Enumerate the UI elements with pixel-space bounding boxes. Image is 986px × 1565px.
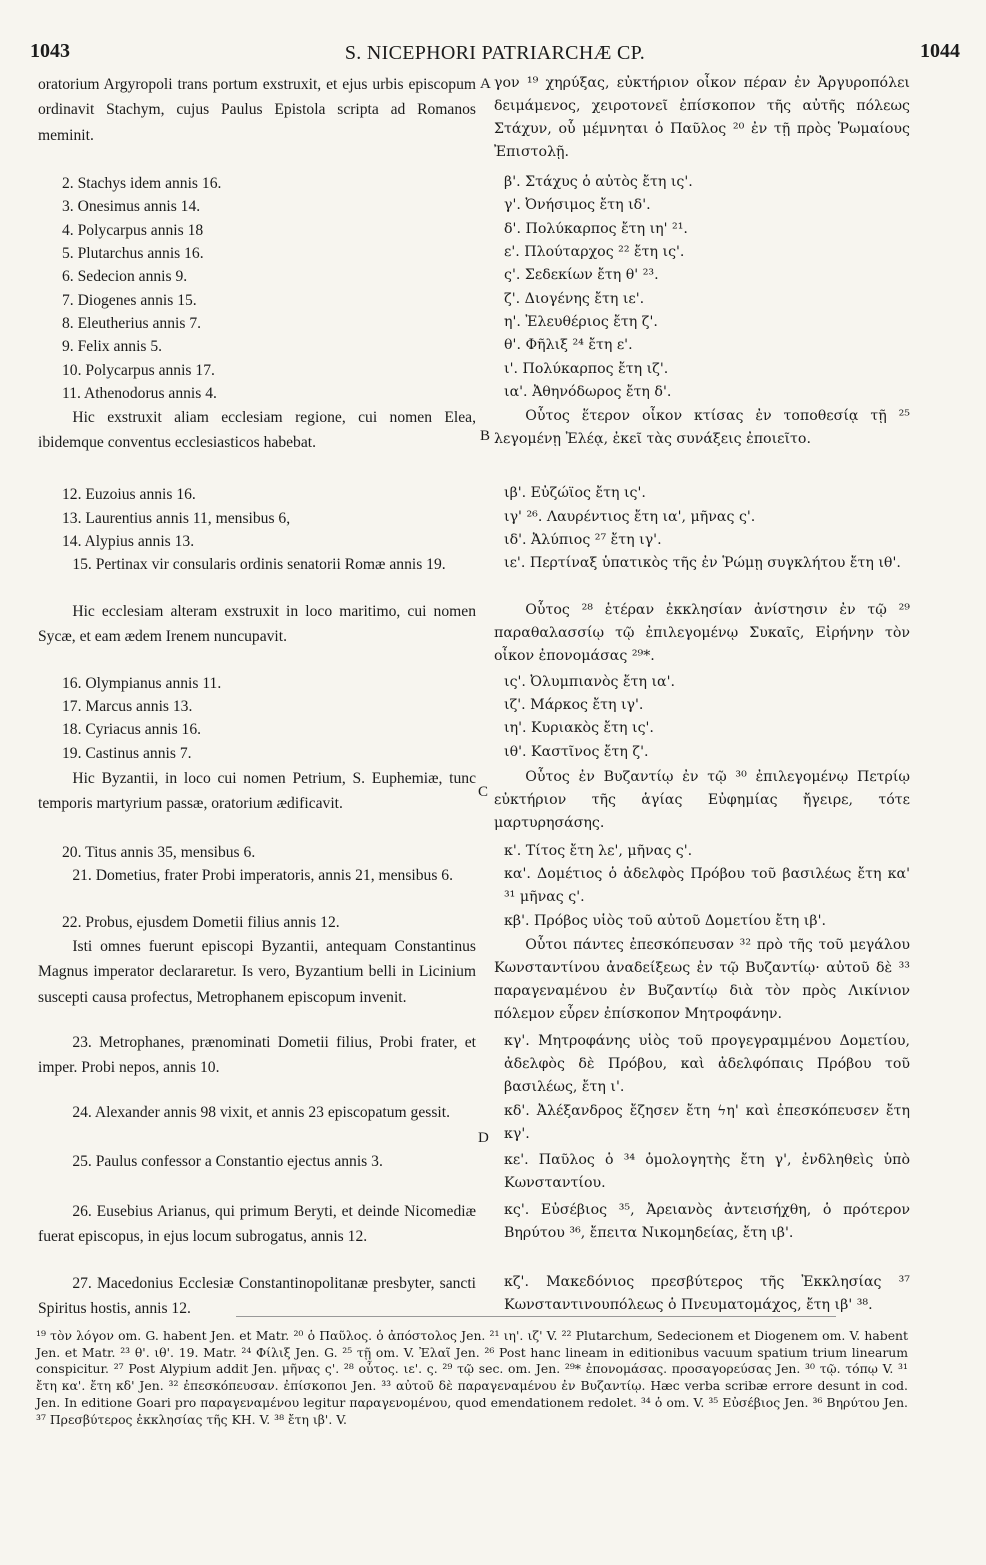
greek-line: ζ'. Διογένης ἔτη ιε'. [504,291,645,307]
latin-paragraph: Hic Byzantii, in loco cui nomen Petrium, S. Euphemiæ, tunc temporis martyrium passæ, oratorium ædificavit. [38,770,476,813]
greek-line: ιγ' ²⁶. Λαυρέντιος ἔτη ια', μῆνας ς'. [504,509,756,525]
page-number-right: 1044 [920,40,960,62]
latin-paragraph: Hic ecclesiam alteram exstruxit in loco maritimo, cui nomen Sycæ, et eam ædem Irenem nuncupavit. [38,603,476,646]
latin-line: 22. Probus, ejusdem Dometii filius annis 12. [62,914,340,931]
margin-marker-c: C [478,784,489,800]
latin-line: 3. Onesimus annis 14. [62,198,201,215]
greek-paragraph: κα'. Δομέτιος ὁ ἀδελφὸς Πρόβου τοῦ βασιλέως ἔτη κα' ³¹ μῆνας ς'. [504,866,910,905]
latin-paragraph: 24. Alexander annis 98 vixit, et annis 23 episcopatum gessit. [72,1104,450,1121]
latin-line: 2. Stachys idem annis 16. [62,175,222,192]
greek-paragraph: Οὗτοι πάντες ἐπεσκόπευσαν ³² πρὸ τῆς τοῦ μεγάλου Κωνσταντίνου ἀναδείξεως ἐν τῷ Βυζαντίῳ· αὐτοῦ δὲ ³³ παραγεναμένου ἐν Βυζαντίῳ διὰ τὸν πρὸς Λικίνιον πόλεμον εὗρεν ἐπίσκοπον Μητροφάνην. [494,937,910,1022]
latin-paragraph: 15. Pertinax vir consularis ordinis senatorii Romæ annis 19. [72,556,446,573]
page-header [30,40,960,70]
greek-paragraph: κζ'. Μακεδόνιος πρεσβύτερος τῆς Ἐκκλησίας ³⁷ Κωνσταντινουπόλεως ὁ Πνευματομάχος, ἔτη ιβ' ³⁸. [504,1274,910,1313]
latin-paragraph: Hic exstruxit aliam ecclesiam regione, cui nomen Elea, ibidemque conventus ecclesiasticos habebat. [38,409,476,452]
latin-paragraph: oratorium Argyropoli trans portum exstruxit, et ejus urbis episcopum ordinavit Stachym, cujus Paulus Epistola scripta ad Romanos meminit. [38,76,476,144]
greek-paragraph: κς'. Εὐσέβιος ³⁵, Ἀρειανὸς ἀντεισήχθη, ὁ πρότερον Βηρύτου ³⁶, ἔπειτα Νικομηδείας, ἔτη ιβ'. [504,1202,910,1241]
page-number-left: 1043 [30,40,70,62]
greek-line: β'. Στάχυς ὁ αὐτὸς ἔτη ις'. [504,174,693,190]
greek-paragraph: κγ'. Μητροφάνης υἱὸς τοῦ προγεγραμμένου Δομετίου, ἀδελφὸς δὲ Πρόβου, καὶ ἀδελφόπαις Πρόβου τοῦ βασιλέως, ἔτη ι'. [504,1033,910,1095]
margin-marker-d: D [478,1130,489,1146]
greek-paragraph: ιε'. Περτίναξ ὑπατικὸς τῆς ἐν Ῥώμῃ συγκλήτου ἔτη ιθ'. [504,555,901,571]
latin-line: 16. Olympianus annis 11. [62,675,222,692]
greek-paragraph: γον ¹⁹ χηρύξας, εὐκτήριον οἶκον πέραν ἐν Ἀργυροπόλει δειμάμενος, χειροτονεῖ ἐπίσκοπον τῆς αὐτῆς πόλεως Στάχυν, οὗ μέμνηται ὁ Παῦλος ²⁰ ἐν τῇ πρὸς Ῥωμαίους Ἐπιστολῇ. [494,75,910,160]
greek-line: ι'. Πολύκαρπος ἔτη ιζ'. [504,361,669,377]
latin-line: 7. Diogenes annis 15. [62,292,197,309]
running-title: S. NICEPHORI PATRIARCHÆ CP. [344,42,646,64]
latin-paragraph: Isti omnes fuerunt episcopi Byzantii, antequam Constantinus Magnus imperator declararetur. Is vero, Byzantium belli in Licinium suscepti causa profectus, Metrophanem episcopum invenit. [38,938,476,1006]
latin-line: 17. Marcus annis 13. [62,698,193,715]
greek-line: κ'. Τίτος ἔτη λε', μῆνας ς'. [504,843,693,859]
greek-paragraph: Οὗτος ἐν Βυζαντίῳ ἐν τῷ ³⁰ ἐπιλεγομένῳ Πετρίῳ εὐκτήριον τῆς ἁγίας Εὐφημίας ἤγειρε, τότε μαρτυρησάσης. [494,769,910,831]
greek-line: ια'. Ἀθηνόδωρος ἔτη δ'. [504,384,672,400]
latin-paragraph: 25. Paulus confessor a Constantio ejectus annis 3. [72,1153,383,1170]
greek-paragraph: κδ'. Ἀλέξανδρος ἔζησεν ἔτη ϟη' καὶ ἐπεσκόπευσεν ἔτη κγ'. [504,1103,910,1142]
greek-line: ιβ'. Εὐζώϊος ἔτη ις'. [504,485,646,501]
footnotes: ¹⁹ τὸν λόγον om. G. habent Jen. et Matr. ²⁰ ὁ Παῦλος. ὁ ἀπόστολος Jen. ²¹ ιη'. ιζ' V. ²² Plutarchum, Sedecionem et Diogenem om. V. habent Jen. et Matr. ²³ θ'. ιθ'. 19. Matr. ²⁴ Φίλιξ Jen. G. ²⁵ τῇ om. V. Ἐλαῖ Jen. ²⁶ Post hanc lineam in editionibus vacuum spatium trium linearum conspicitur. ²⁷ Post Alypium addit Jen. μῆνας ς'. ²⁸ οὗτος. ιε'. ς. ²⁹ τῷ sec. om. Jen. ²⁹* ἐπονομάσας. προσαγορεύσας Jen. ³⁰ τῷ. τόπῳ V. ³¹ ἔτη κα'. ἔτη κδ' Jen. ³² ἐπεσκόπευσαν. ἐπίσκοποι Jen. ³³ αὐτοῦ δὲ παραγεναμένου ἐν Βυζαντίῳ. Hæc verba scribæ errore desunt in cod. Jen. In editione Goari pro παραγεναμένου legitur παραγενομένου, quod emendationem redolet. ³⁴ ὁ om. V. ³⁵ Εὐσέβιος Jen. ³⁶ Βηρύτου Jen. ³⁷ Πρεσβύτερος ἐκκλησίας τῆς ΚΗ. V. ³⁸ ἔτη ιβ'. V. [36,1328,908,1427]
margin-marker-b: B [480,428,491,444]
greek-paragraph: Οὗτος ἕτερον οἶκον κτίσας ἐν τοποθεσίᾳ τῇ ²⁵ λεγομένῃ Ἐλέᾳ, ἐκεῖ τὰς συνάξεις ἐποιεῖτο. [494,408,910,447]
latin-paragraph: 23. Metrophanes, prænominati Dometii filius, Probi frater, et imper. Probi nepos, annis 10. [38,1034,476,1077]
latin-line: 11. Athenodorus annis 4. [62,385,217,402]
greek-line: η'. Ἐλευθέριος ἔτη ζ'. [504,314,658,330]
latin-line: 10. Polycarpus annis 17. [62,362,215,379]
latin-line: 9. Felix annis 5. [62,338,163,355]
latin-line: 4. Polycarpus annis 18 [62,222,204,239]
greek-line: ε'. Πλούταρχος ²² ἔτη ις'. [504,244,685,260]
greek-line: ιδ'. Ἀλύπιος ²⁷ ἔτη ιγ'. [504,532,662,548]
greek-line: ς'. Σεδεκίων ἔτη θ' ²³. [504,267,659,283]
latin-line: 6. Sedecion annis 9. [62,268,188,285]
greek-line: δ'. Πολύκαρπος ἔτη ιη' ²¹. [504,221,688,237]
footnote-divider [236,1316,836,1317]
greek-line: ιη'. Κυριακὸς ἔτη ις'. [504,720,654,736]
latin-line: 12. Euzoius annis 16. [62,486,196,503]
greek-paragraph: Οὗτος ²⁸ ἑτέραν ἐκκλησίαν ἀνίστησιν ἐν τῷ ²⁹ παραθαλασσίῳ τῷ ἐπιλεγομένῳ Συκαῖς, Εἰρήνην τὸν οἶκον ἐπονομάσας ²⁹*. [494,602,910,664]
latin-line: 13. Laurentius annis 11, mensibus 6, [62,510,291,527]
latin-paragraph: 26. Eusebius Arianus, qui primum Beryti, et deinde Nicomediæ fuerat episcopus, in ejus locum subrogatus, annis 12. [38,1203,476,1246]
greek-paragraph: κε'. Παῦλος ὁ ³⁴ ὁμολογητὴς ἔτη γ', ἐνδληθεὶς ὑπὸ Κωνσταντίου. [504,1152,910,1191]
latin-line: 14. Alypius annis 13. [62,533,195,550]
margin-marker-a: A [480,76,491,92]
greek-line: θ'. Φῆλιξ ²⁴ ἔτη ε'. [504,337,633,353]
latin-line: 8. Eleutherius annis 7. [62,315,202,332]
latin-line: 19. Castinus annis 7. [62,745,192,762]
latin-line: 5. Plutarchus annis 16. [62,245,204,262]
latin-paragraph: 27. Macedonius Ecclesiæ Constantinopolitanæ presbyter, sancti Spiritus hostis, annis 12. [38,1275,476,1318]
greek-line: κβ'. Πρόβος υἱὸς τοῦ αὐτοῦ Δομετίου ἔτη ιβ'. [504,913,826,929]
latin-paragraph: 21. Dometius, frater Probi imperatoris, annis 21, mensibus 6. [72,867,454,884]
greek-line: ιθ'. Καστῖνος ἔτη ζ'. [504,744,649,760]
greek-line: ις'. Ὀλυμπιανὸς ἔτη ια'. [504,674,676,690]
latin-line: 20. Titus annis 35, mensibus 6. [62,844,256,861]
latin-line: 18. Cyriacus annis 16. [62,721,202,738]
greek-line: γ'. Ὀνήσιμος ἔτη ιδ'. [504,197,651,213]
greek-line: ιζ'. Μάρκος ἔτη ιγ'. [504,697,644,713]
